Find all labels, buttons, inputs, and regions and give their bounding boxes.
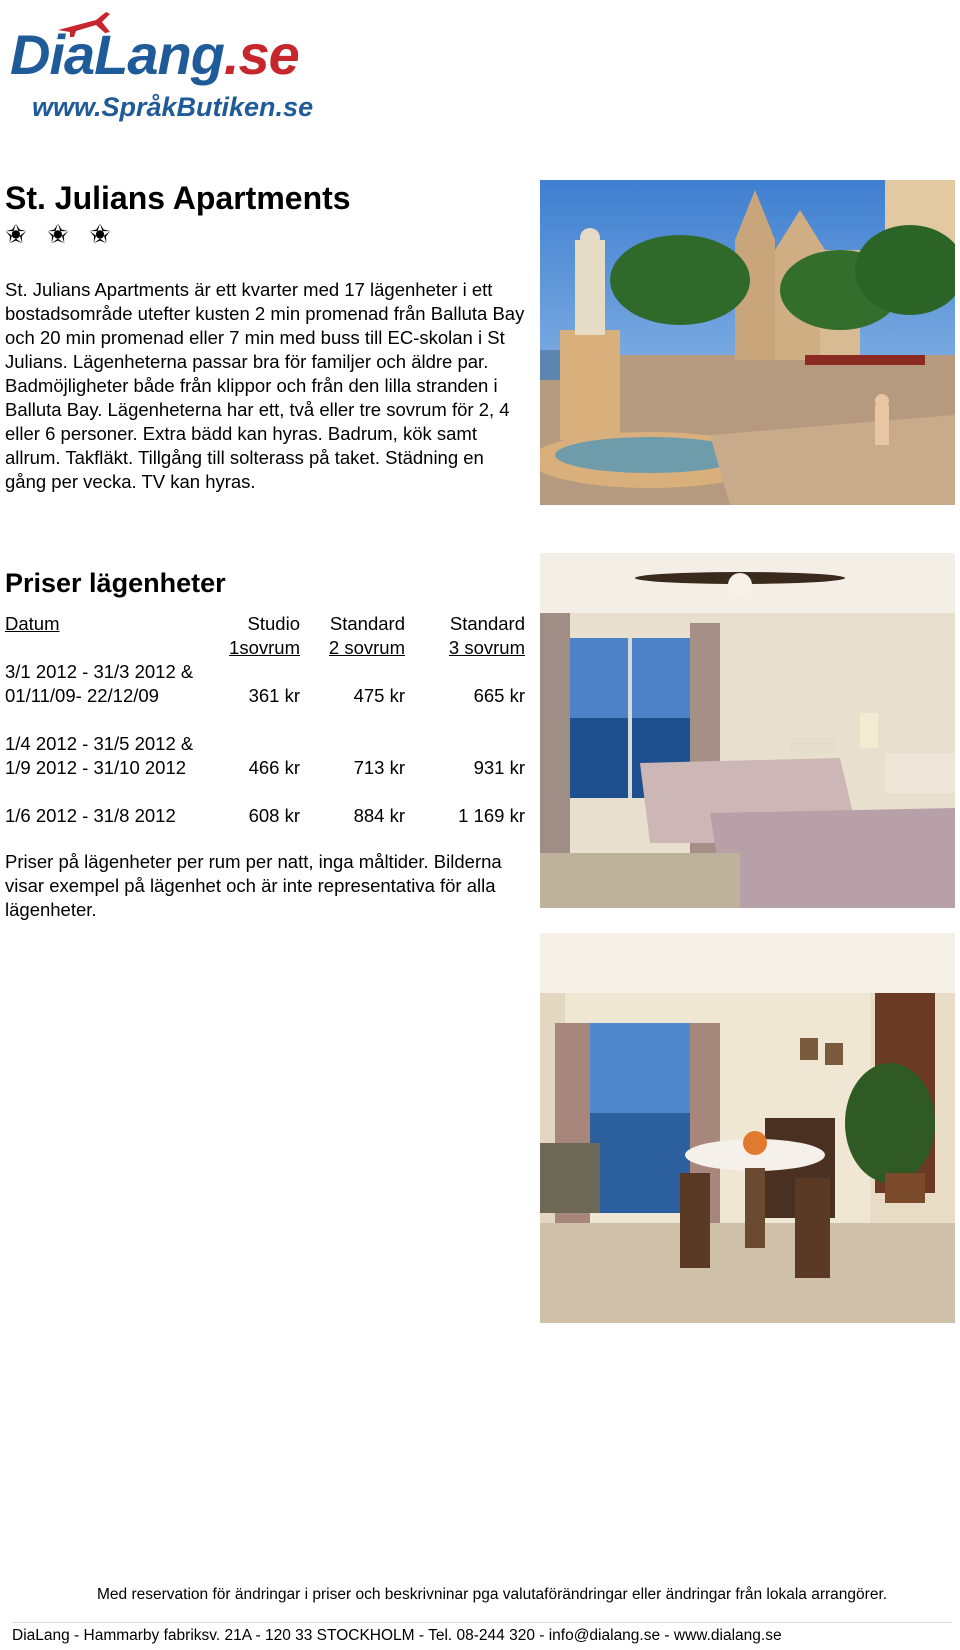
photo-plaza	[540, 180, 955, 505]
col-std3-line2: 3 sovrum	[448, 637, 525, 658]
row3-std3: 1 169 kr	[458, 805, 525, 826]
footer-divider	[12, 1622, 952, 1623]
prices-heading: Priser lägenheter	[5, 568, 226, 598]
row1-date-line1: 3/1 2012 - 31/3 2012 &	[5, 661, 194, 682]
row2-date-line1: 1/4 2012 - 31/5 2012 &	[5, 733, 194, 754]
col-studio-line2: 1sovrum	[229, 637, 300, 658]
col-std2-line1: Standard	[329, 613, 405, 634]
col-datum: Datum	[5, 613, 60, 634]
row3-studio: 608 kr	[248, 805, 300, 826]
col-studio-line1: Studio	[247, 613, 300, 634]
photo-bedroom	[540, 553, 955, 908]
photo-living-room	[540, 933, 955, 1323]
row1-studio: 361 kr	[248, 685, 300, 706]
row2-std3: 931 kr	[473, 757, 525, 778]
col-std3-line1: Standard	[449, 613, 525, 634]
row3-date: 1/6 2012 - 31/8 2012	[5, 805, 176, 826]
row2-date-line2: 1/9 2012 - 31/10 2012	[5, 757, 187, 778]
dialang-logo	[10, 8, 370, 120]
row2-std2: 713 kr	[353, 757, 405, 778]
row2-studio: 466 kr	[248, 757, 300, 778]
page-title: St. Julians Apartments	[5, 180, 351, 216]
description-text: St. Julians Apartments är ett kvarter med 17 lägenheter i ett bostadsområde utefter kusten 2 min promenad från Balluta Bay och 20 min promenad eller 7 min med buss till EC-skolan i St Julians. Lägenheterna passar bra för familjer och äldre par. Badmöjligheter både från klippor och från den lilla stranden i Balluta Bay. Lägenheterna har ett, två eller tre sovrum för 2, 4 eller 6 personer. Extra bädd kan hyras. Badrum, kök samt allrum. Takfläkt. Tillgång till solterass på taket. Städning en gång per vecka. TV kan hyras.	[5, 279, 525, 492]
brand-name: DiaLang.se	[10, 23, 299, 86]
col-std2-line2: 2 sovrum	[328, 637, 405, 658]
price-note: Priser på lägenheter per rum per natt, inga måltider. Bilderna visar exempel på lägenhet och är inte representativa för alla lägenheter.	[5, 851, 502, 920]
row1-std2: 475 kr	[353, 685, 405, 706]
brand-url: www.SpråkButiken.se	[32, 92, 314, 122]
row1-date-line2: 01/11/09- 22/12/09	[5, 685, 159, 706]
footer-contact: DiaLang - Hammarby fabriksv. 21A - 120 33 STOCKHOLM - Tel. 08-244 320 - info@dialang.se - www.dialang.se	[12, 1627, 782, 1644]
row1-std3: 665 kr	[473, 685, 525, 706]
star-rating: ✬ ✬ ✬	[5, 220, 117, 250]
row3-std2: 884 kr	[353, 805, 405, 826]
footer-disclaimer: Med reservation för ändringar i priser och beskrivninar pga valutaförändringar eller ändringar från lokala arrangörer.	[97, 1586, 888, 1603]
